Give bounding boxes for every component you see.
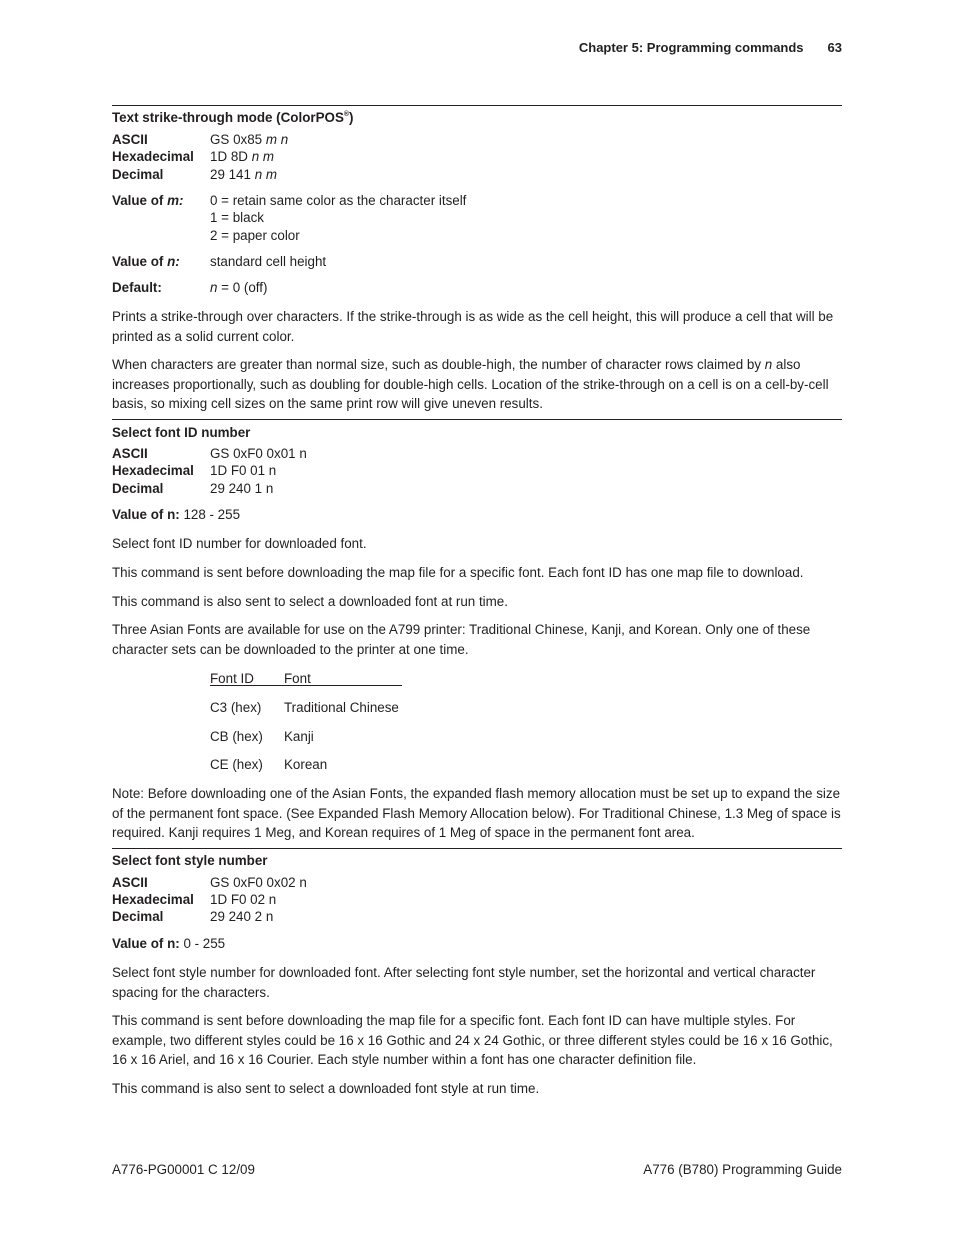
ascii-label: ASCII bbox=[112, 132, 148, 147]
footer-right: A776 (B780) Programming Guide bbox=[643, 1162, 842, 1177]
paragraph: This command is sent before downloading the map file for a specific font. Each font ID has one map file to download. bbox=[112, 565, 804, 580]
paragraph: Select font ID number for downloaded font. bbox=[112, 536, 367, 551]
paragraph: This command is also sent to select a downloaded font at run time. bbox=[112, 594, 508, 609]
decimal-label: Decimal bbox=[112, 909, 164, 924]
value-n-text: standard cell height bbox=[210, 254, 327, 269]
decimal-value: 29 240 2 n bbox=[210, 909, 274, 924]
paragraph: Select font style number for downloaded font. After selecting font style number, set the horizontal and vertical character spacing for the characters. bbox=[112, 965, 816, 1000]
footer-left: A776-PG00001 C 12/09 bbox=[112, 1162, 255, 1177]
ascii-value: GS 0xF0 0x02 n bbox=[210, 875, 307, 890]
decimal-value: 29 141 n m bbox=[210, 167, 278, 182]
font-table-cell: CB (hex) bbox=[210, 729, 263, 744]
hex-value: 1D F0 02 n bbox=[210, 892, 277, 907]
section-divider bbox=[112, 419, 842, 420]
font-table-cell: CE (hex) bbox=[210, 757, 263, 772]
hex-value: 1D F0 01 n bbox=[210, 463, 277, 478]
decimal-label: Decimal bbox=[112, 167, 164, 182]
section-title-strike-through: Text strike-through mode (ColorPOS®) bbox=[112, 110, 354, 125]
font-table-cell: Traditional Chinese bbox=[284, 700, 399, 715]
value-m-line: 1 = black bbox=[210, 210, 264, 225]
paragraph: Prints a strike-through over characters. If the strike-through is as wide as the cell height, this will produce a cell that will be printed as a solid current color. bbox=[112, 309, 834, 344]
ascii-value: GS 0xF0 0x01 n bbox=[210, 446, 307, 461]
value-n-range: Value of n: 0 - 255 bbox=[112, 936, 226, 951]
section-divider bbox=[112, 848, 842, 849]
section-title-font-id: Select font ID number bbox=[112, 425, 251, 440]
font-table-cell: Kanji bbox=[284, 729, 314, 744]
section-title-font-style: Select font style number bbox=[112, 853, 268, 868]
value-n-range: Value of n: 128 - 255 bbox=[112, 507, 241, 522]
value-m-line: 2 = paper color bbox=[210, 228, 300, 243]
paragraph: This command is also sent to select a downloaded font style at run time. bbox=[112, 1081, 540, 1096]
paragraph: This command is sent before downloading the map file for a specific font. Each font ID can have multiple styles. For example, two different styles could be 16 x 16 Gothic and 24 x 24 Gothic, or three different styles could be 16 x 16 Gothic, 16 x 16 Ariel, and 16 x 16 Courier. Each style number within a font has one character definition file. bbox=[112, 1013, 833, 1067]
font-table-header-rule bbox=[210, 685, 402, 686]
value-n-label: Value of n: bbox=[112, 254, 180, 269]
value-m-line: 0 = retain same color as the character itself bbox=[210, 193, 467, 208]
hex-value: 1D 8D n m bbox=[210, 149, 275, 164]
note-paragraph: Note: Before downloading one of the Asian Fonts, the expanded flash memory allocation must be set up to expand the size of the permanent font space. (See Expanded Flash Memory Allocation below). For Traditional Chinese, 1.3 Meg of space is required. Kanji requires 1 Meg, and Korean requires of 1 Meg of space in the permanent font area. bbox=[112, 786, 841, 840]
font-table-header-id: Font ID bbox=[210, 671, 254, 686]
font-table-cell: Korean bbox=[284, 757, 328, 772]
value-m-label: Value of m: bbox=[112, 193, 184, 208]
default-value: n = 0 (off) bbox=[210, 280, 268, 295]
font-table-cell: C3 (hex) bbox=[210, 700, 262, 715]
paragraph: When characters are greater than normal size, such as double-high, the number of character rows claimed by n also increases proportionally, such as doubling for double-high cells. Location of the strike-through on a cell is on a cell-by-cell basis, so mixing cell sizes on the same print row will give uneven results. bbox=[112, 357, 829, 411]
ascii-value: GS 0x85 m n bbox=[210, 132, 289, 147]
ascii-label: ASCII bbox=[112, 875, 148, 890]
section-divider bbox=[112, 105, 842, 106]
decimal-label: Decimal bbox=[112, 481, 164, 496]
ascii-label: ASCII bbox=[112, 446, 148, 461]
hex-label: Hexadecimal bbox=[112, 149, 194, 164]
page-number: 63 bbox=[827, 40, 842, 55]
decimal-value: 29 240 1 n bbox=[210, 481, 274, 496]
hex-label: Hexadecimal bbox=[112, 892, 194, 907]
paragraph: Three Asian Fonts are available for use on the A799 printer: Traditional Chinese, Kanji, and Korean. Only one of these character sets can be downloaded to the printer at one time. bbox=[112, 622, 811, 657]
default-label: Default: bbox=[112, 280, 162, 295]
hex-label: Hexadecimal bbox=[112, 463, 194, 478]
running-header bbox=[560, 38, 842, 58]
font-table-header-font: Font bbox=[284, 671, 311, 686]
chapter-title: Chapter 5: Programming commands bbox=[578, 40, 804, 55]
